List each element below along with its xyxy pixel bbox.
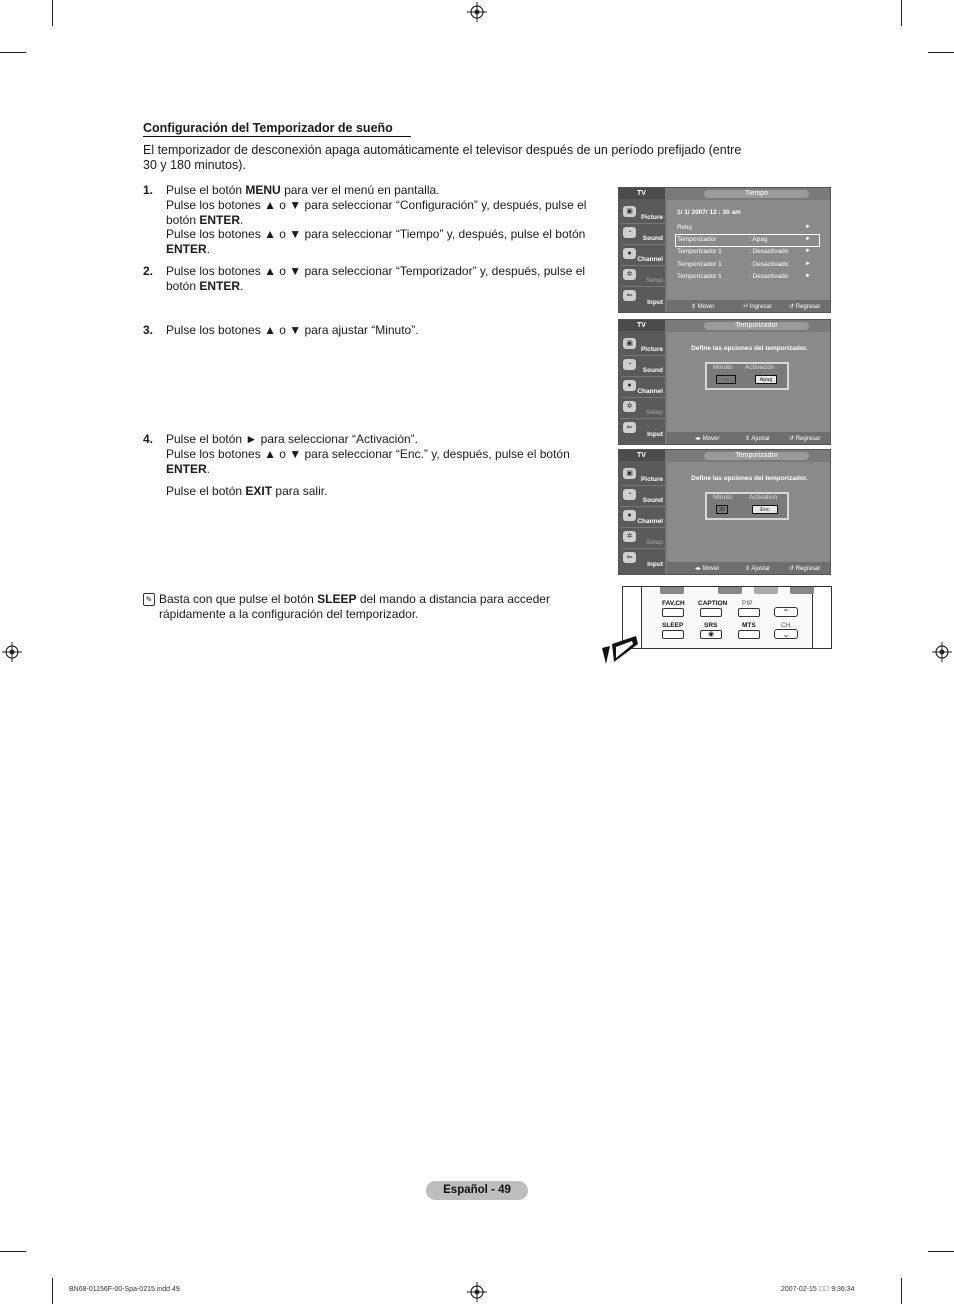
- sound-icon: ◔: [623, 227, 636, 238]
- picture-icon: ▣: [623, 468, 636, 479]
- footer-move: ◂▸ Mover: [695, 436, 720, 442]
- fav-ch-button: [662, 608, 684, 617]
- step-number: 2.: [143, 264, 154, 278]
- sleep-label: SLEEP: [662, 622, 684, 629]
- activation-field: Enc: [752, 505, 778, 514]
- define-text: Define las opciones del temporizador.: [691, 345, 808, 352]
- sleep-button: [662, 630, 684, 639]
- sidebar-item-picture: ▣ Picture: [621, 204, 665, 224]
- picture-icon: ▣: [623, 338, 636, 349]
- menu-row: Temporizador 1 : Desactivado ►: [677, 273, 811, 280]
- minute-field: ---: [716, 375, 736, 384]
- sidebar-item-setup: ✲ Setup: [621, 267, 665, 287]
- minute-field: 30: [716, 505, 728, 514]
- timer-box: [705, 492, 789, 520]
- sidebar-item-channel: ● Channel: [621, 378, 665, 398]
- remote-body: [641, 587, 813, 649]
- crop-mark: [52, 1278, 53, 1304]
- ch-down-button: ⌄: [774, 629, 798, 639]
- step-1: [143, 183, 588, 257]
- sidebar-item-input: ⇐ Input: [621, 288, 665, 308]
- pointer-arrow-icon: [598, 630, 642, 666]
- sidebar-item-setup: ✲ Setup: [621, 529, 665, 549]
- input-icon: ⇐: [623, 422, 636, 433]
- activation-field: Apag: [755, 375, 777, 384]
- step-4: [143, 432, 588, 499]
- mts-button: [738, 630, 760, 639]
- datetime-text: 1/ 1/ 2007/ 12 : 30 am: [677, 209, 741, 216]
- note-icon: ✎: [143, 593, 155, 606]
- tv-sidebar: [619, 320, 665, 444]
- sound-icon: ◔: [623, 359, 636, 370]
- sidebar-item-setup: ✲ Setup: [621, 399, 665, 419]
- remote-top-button: [790, 586, 814, 594]
- input-icon: ⇐: [623, 290, 636, 301]
- tv-screen-tiempo: [618, 187, 831, 313]
- mts-label: MTS: [742, 622, 756, 629]
- screen-footer: [667, 300, 830, 312]
- fav-ch-label: FAV.CH: [662, 600, 685, 607]
- activation-header: Activación: [745, 364, 775, 371]
- crop-mark: [901, 1278, 902, 1304]
- step-line: Pulse los botones ▲ o ▼ para seleccionar “Enc.” y, después, pulse el botón ENTER.: [166, 446, 570, 476]
- timer-box: [705, 362, 789, 390]
- ch-label: CH: [781, 622, 791, 629]
- menu-row: Reloj ►: [677, 224, 811, 231]
- footer-return: ↺ Regresar: [789, 436, 821, 442]
- crop-mark: [901, 0, 902, 26]
- step-line: Pulse los botones ▲ o ▼ para seleccionar “Temporizador” y, después, pulse el botón ENTER.: [166, 264, 586, 293]
- tv-screen-timer-off: [618, 319, 831, 445]
- step-number: 1.: [143, 183, 154, 197]
- footer-adjust: ⇕ Ajustar: [745, 566, 771, 572]
- note-text: Basta con que pulse el botón SLEEP del mando a distancia para acceder rápidamente a la configuración del temporizador.: [159, 592, 550, 621]
- menu-row: Temporizador 1 : Desactivado ►: [677, 248, 811, 255]
- step-line: Pulse el botón ► para seleccionar “Activación”.: [166, 432, 418, 446]
- screen-footer: [667, 432, 830, 444]
- channel-icon: ●: [623, 380, 636, 391]
- crop-mark: [928, 1251, 954, 1252]
- sidebar-item-picture: ▣ Picture: [621, 466, 665, 486]
- screen-footer: [667, 562, 830, 574]
- crop-mark: [0, 1251, 26, 1252]
- srs-button: ◉: [700, 630, 722, 639]
- page-number-badge: Español - 49: [426, 1181, 528, 1200]
- caption-button: [700, 608, 722, 617]
- footer-enter: ⏎ Ingresar: [743, 304, 772, 310]
- sidebar-item-sound: ◔ Sound: [621, 357, 665, 377]
- footer-move: ⇕ Mover: [691, 304, 715, 310]
- crop-mark: [928, 52, 954, 53]
- remote-top-button: [718, 586, 742, 594]
- slug-date: 2007-02-15 ￿￿ 9:36:34: [781, 1286, 855, 1293]
- minute-header: Minuto: [713, 494, 733, 501]
- activation-header: Activation: [749, 494, 778, 501]
- sidebar-item-channel: ● Channel: [621, 508, 665, 528]
- screen-header: Tiempo: [704, 190, 809, 198]
- step-3: [143, 323, 588, 338]
- ch-up-button: ⌃: [774, 607, 798, 617]
- caption-label: CAPTION: [698, 600, 728, 607]
- gear-icon: ✲: [623, 531, 636, 542]
- tv-sidebar: [619, 450, 665, 574]
- menu-row: Temporizador 1 : Desactivado ►: [677, 261, 811, 268]
- crop-mark: [52, 0, 53, 26]
- pip-label: PIP: [742, 600, 753, 607]
- gear-icon: ✲: [623, 269, 636, 280]
- footer-return: ↺ Regresar: [789, 304, 821, 310]
- step-2: [143, 264, 588, 294]
- sidebar-item-picture: ▣ Picture: [621, 336, 665, 356]
- channel-icon: ●: [623, 248, 636, 259]
- footer-adjust: ⇕ Ajustar: [745, 436, 771, 442]
- crop-mark: [0, 52, 26, 53]
- remote-illustration: [622, 586, 832, 649]
- registration-mark-icon: [2, 642, 22, 662]
- step-line: Pulse los botones ▲ o ▼ para seleccionar “Configuración” y, después, pulse el botón ENTER.: [166, 197, 587, 227]
- minute-header: Minuto: [713, 364, 733, 371]
- tv-label: TV: [619, 188, 665, 199]
- remote-top-button: [754, 586, 778, 594]
- step-line: Pulse el botón EXIT para salir.: [166, 484, 328, 499]
- gear-icon: ✲: [623, 401, 636, 412]
- screen-header: Temporizador: [704, 452, 809, 460]
- tv-label: TV: [619, 450, 665, 461]
- registration-mark-icon: [932, 642, 952, 662]
- note: [143, 592, 573, 622]
- sidebar-item-sound: ◔ Sound: [621, 225, 665, 245]
- step-line: Pulse los botones ▲ o ▼ para seleccionar “Tiempo” y, después, pulse el botón ENTER.: [166, 227, 586, 257]
- tv-label: TV: [619, 320, 665, 331]
- pip-button: [738, 608, 760, 617]
- step-line: Pulse el botón MENU para ver el menú en pantalla.: [166, 183, 440, 197]
- registration-mark-icon: [467, 1282, 487, 1302]
- step-line: Pulse los botones ▲ o ▼ para ajustar “Minuto”.: [166, 323, 419, 337]
- step-number: 3.: [143, 323, 154, 337]
- footer-return: ↺ Regresar: [789, 566, 821, 572]
- input-icon: ⇐: [623, 552, 636, 563]
- sidebar-item-sound: ◔ Sound: [621, 487, 665, 507]
- channel-icon: ●: [623, 510, 636, 521]
- registration-mark-icon: [467, 2, 487, 22]
- picture-icon: ▣: [623, 206, 636, 217]
- sound-icon: ◔: [623, 489, 636, 500]
- slug-file: BN68-01156F-00-Spa-0215.indd 49: [69, 1286, 180, 1293]
- tv-sidebar: [619, 188, 665, 312]
- srs-label: SRS: [704, 622, 718, 629]
- footer-move: ◂▸ Mover: [695, 566, 720, 572]
- section-title: Configuración del Temporizador de sueño: [143, 121, 411, 137]
- sidebar-item-input: ⇐ Input: [621, 420, 665, 440]
- tv-screen-timer-on: [618, 449, 831, 575]
- sidebar-item-input: ⇐ Input: [621, 550, 665, 570]
- menu-row-selected: Temporizador : Apag ►: [677, 236, 818, 245]
- define-text: Define las opciones del temporizador.: [691, 475, 808, 482]
- step-number: 4.: [143, 432, 154, 446]
- intro-paragraph: El temporizador de desconexión apaga automáticamente el televisor después de un período prefijado (entre 30 y 180 minutos).: [143, 143, 742, 172]
- remote-top-button: [660, 586, 684, 594]
- screen-header: Temporizador: [704, 322, 809, 330]
- sidebar-item-channel: ● Channel: [621, 246, 665, 266]
